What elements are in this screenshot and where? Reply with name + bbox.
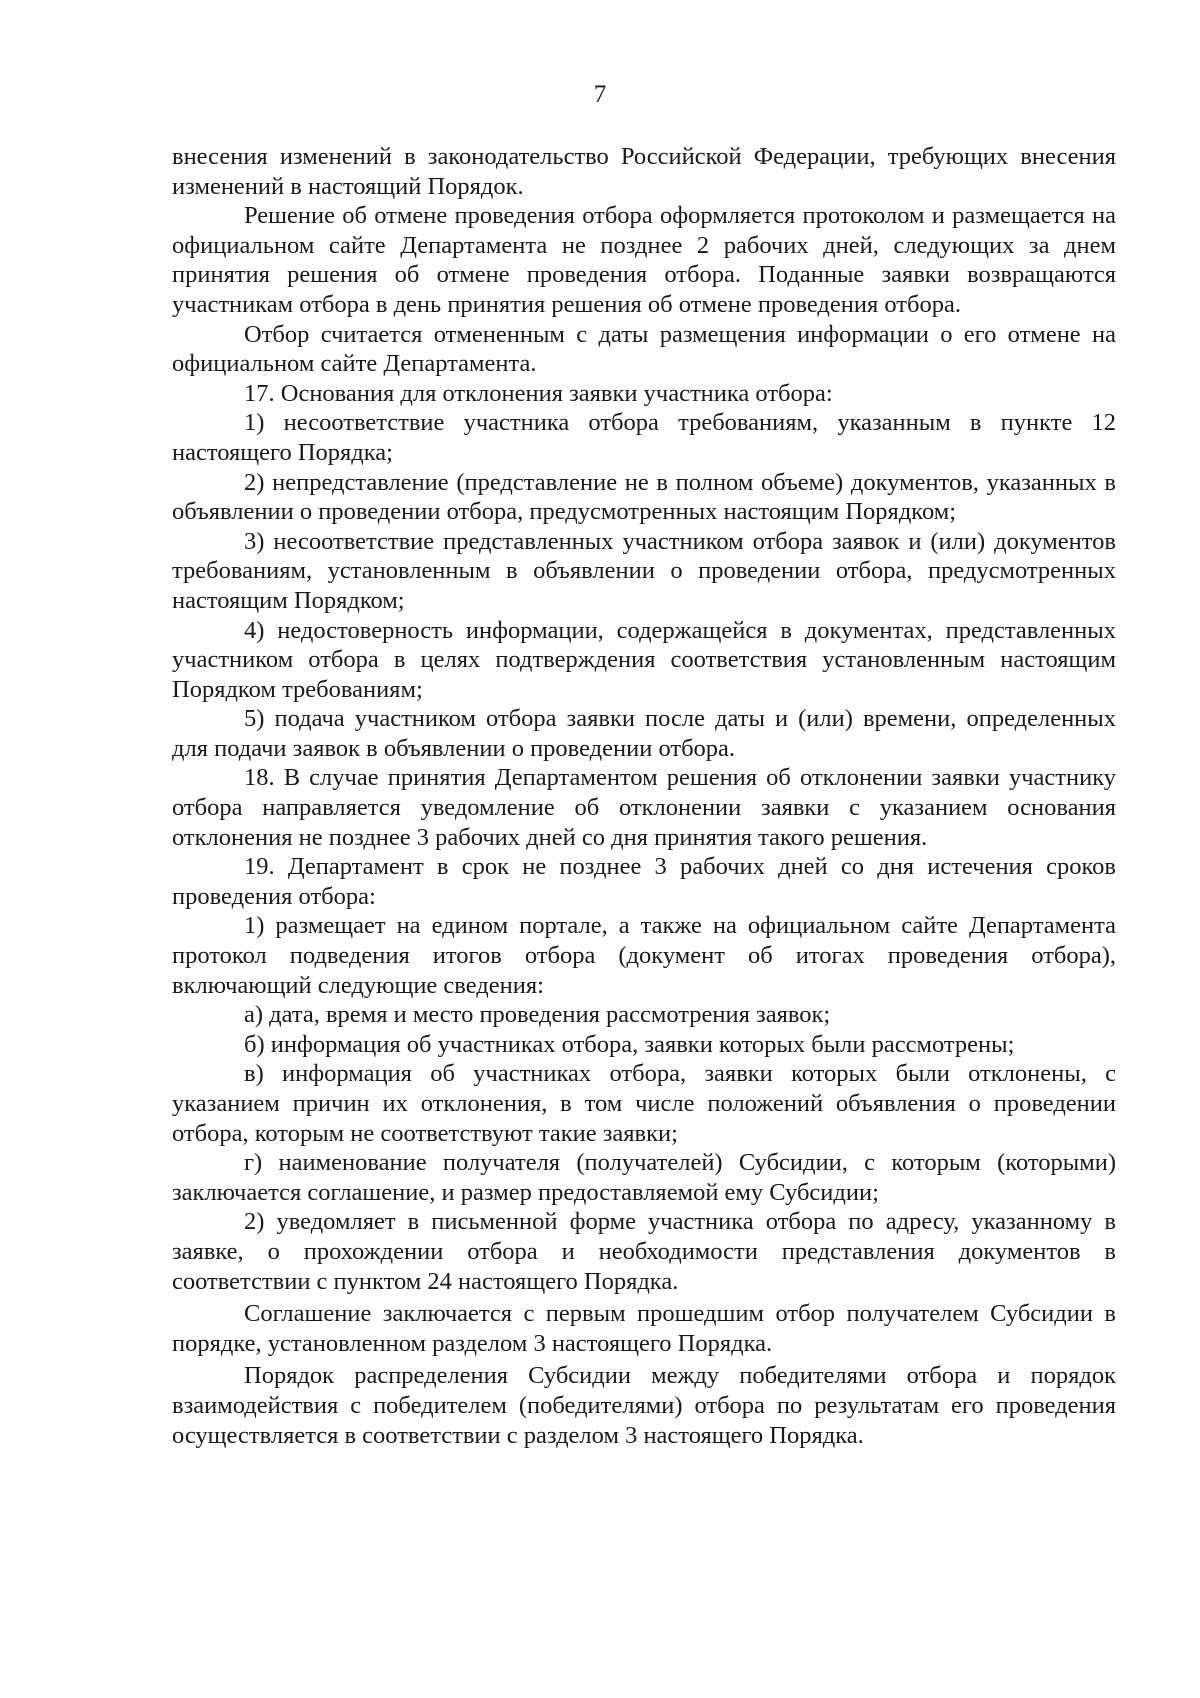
paragraph: Решение об отмене проведения отбора оформляется протоколом и размещается на официальном сайте Департамента не позднее 2 рабочих дней, следующих за днем принятия решения об отмене проведения отбора. Поданные заявки возвращаются участникам отбора в день принятия решения об отмене проведения отбора.	[172, 202, 1116, 318]
paragraph: 1) несоответствие участника отбора требованиям, указанным в пункте 12 настоящего Порядка;	[172, 409, 1116, 466]
paragraph: 2) непредставление (представление не в полном объеме) документов, указанных в объявлении о проведении отбора, предусмотренных настоящим Порядком;	[172, 468, 1116, 526]
paragraph: в) информация об участниках отбора, заявки которых были отклонены, с указанием причин их отклонения, в том числе положений объявления о проведении отбора, которым не соответствуют такие заявки;	[172, 1060, 1116, 1147]
paragraph: 1) размещает на едином портале, а также на официальном сайте Департамента протокол подведения итогов отбора (документ об итогах проведения отбора), включающий следующие сведения:	[172, 912, 1116, 999]
paragraph: 18. В случае принятия Департаментом решения об отклонении заявки участнику отбора направляется уведомление об отклонении заявки с указанием основания отклонения не позднее 3 рабочих дней со дня принятия такого решения.	[172, 764, 1116, 851]
paragraph: 4) недостоверность информации, содержащейся в документах, представленных участником отбора в целях подтверждения соответствия установленным настоящим Порядком требованиям;	[172, 616, 1116, 703]
paragraph: г) наименование получателя (получателей) Субсидии, с которым (которыми) заключается соглашение, и размер предоставляемой ему Субсидии;	[172, 1149, 1116, 1206]
paragraph: 5) подача участником отбора заявки после даты и (или) времени, определенных для подачи заявок в объявлении о проведении отбора.	[172, 705, 1116, 762]
paragraph: 2) уведомляет в письменной форме участника отбора по адресу, указанному в заявке, о прохождении отбора и необходимости представления документов в соответствии с пунктом 24 настоящего Порядка.	[172, 1208, 1116, 1295]
paragraph: Порядок распределения Субсидии между победителями отбора и порядок взаимодействия с победителем (победителями) отбора по результатам его проведения осуществляется в соответствии с разделом 3 настоящего Порядка.	[172, 1362, 1116, 1449]
paragraph: Отбор считается отмененным с даты размещения информации о его отмене на официальном сайте Департамента.	[172, 320, 1116, 378]
paragraph: б) информация об участниках отбора, заявки которых были рассмотрены;	[244, 1030, 1015, 1058]
page-number: 7	[593, 81, 607, 108]
document-body	[172, 142, 1116, 1450]
paragraph: а) дата, время и место проведения рассмотрения заявок;	[244, 1001, 831, 1029]
paragraph: 3) несоответствие представленных участником отбора заявок и (или) документов требованиям, установленным в объявлении о проведении отбора, предусмотренных настоящим Порядком;	[172, 527, 1116, 614]
paragraph: Соглашение заключается с первым прошедшим отбор получателем Субсидии в порядке, установленном разделом 3 настоящего Порядка.	[172, 1300, 1116, 1357]
paragraph: 19. Департамент в срок не позднее 3 рабочих дней со дня истечения сроков проведения отбора:	[172, 853, 1116, 910]
paragraph: 17. Основания для отклонения заявки участника отбора:	[244, 379, 833, 407]
paragraph: внесения изменений в законодательство Российской Федерации, требующих внесения изменений в настоящий Порядок.	[172, 143, 1116, 200]
